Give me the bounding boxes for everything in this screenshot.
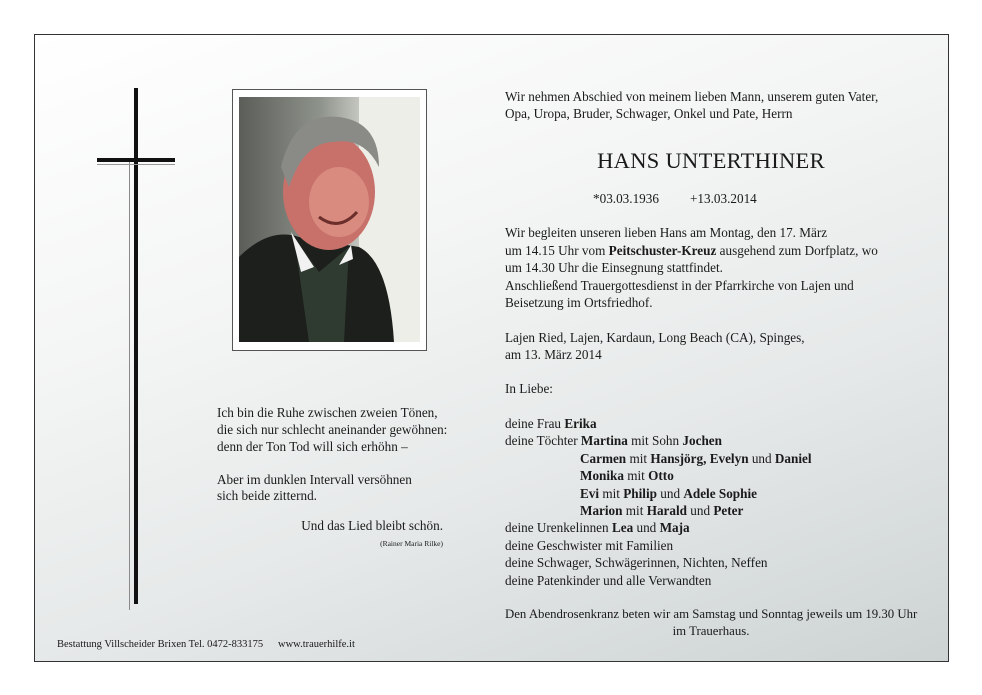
text-segment: mit [626,450,651,466]
text-segment: mit [599,485,624,501]
ceremony-line [505,224,827,241]
name-highlight: Adele Sophie [683,485,757,501]
obituary-card [34,34,949,662]
name-highlight: Daniel [774,450,812,466]
name-highlight: Monika [580,468,624,484]
text-segment: und [748,450,775,466]
text-segment: um 14.15 Uhr vom [505,242,609,258]
cross-icon [134,88,138,604]
rosary-line: Den Abendrosenkranz beten wir am Samstag und Sonntag jeweils um 19.30 Uhr [505,607,918,621]
name-highlight: Evi [580,485,600,501]
birth-date: *03.03.1936 [593,191,659,206]
name-highlight: Hansjörg, Evelyn [650,450,749,466]
ceremony-line [505,294,653,311]
text-segment: und [633,520,660,536]
name-highlight: Harald [646,503,687,518]
name-highlight: Jochen [682,433,722,449]
cross-shadow [129,160,130,610]
deceased-name: HANS UNTERTHINER [597,148,825,173]
name-highlight: Philip [623,485,657,501]
poem-line: denn der Ton Tod will sich erhöhn – [217,439,408,454]
text-segment: deine Schwager, Schwägerinnen, Nichten, Neffen [505,555,768,571]
name-highlight: Carmen [580,450,627,466]
family-member-line [505,432,722,449]
family-member-line [580,467,674,484]
poem-closing: Und das Lied bleibt schön. [301,518,443,533]
text-segment: und [686,503,714,518]
ceremony-line [505,277,854,294]
portrait-frame [232,89,427,351]
family-member-line [505,415,597,432]
place-line: Lajen Ried, Lajen, Kardaun, Long Beach (CA), Spinges, [505,330,805,345]
name-highlight: Martina [580,433,628,449]
funeral-home-info: Bestattung Villscheider Brixen Tel. 0472-833175 [57,639,264,650]
poem-author: (Rainer Maria Rilke) [380,539,443,548]
family-member-line [580,450,812,467]
text-segment: Beisetzung im Ortsfriedhof. [505,295,653,310]
text-segment: ausgehend zum Dorfplatz, wo [716,242,878,258]
death-date: +13.03.2014 [690,191,757,206]
cross-bar [97,158,175,162]
text-segment: deine Geschwister mit Familien [505,537,674,553]
text-segment: deine Frau [505,416,565,431]
family-member-line [505,537,673,554]
text-segment: Anschließend Trauergottesdienst in der Pfarrkirche von Lajen und [505,277,854,293]
text-segment: mit Sohn [627,433,683,449]
text-segment: mit [623,468,649,484]
text-segment: deine Urenkelinnen [505,520,612,536]
text-segment: und [656,485,684,501]
name-highlight: Peter [713,503,744,518]
portrait-photo [239,97,420,342]
text-segment: um 14.30 Uhr die Einsegnung stattfindet. [505,260,723,275]
poem-line: die sich nur schlecht aneinander gewöhnen: [217,422,448,437]
family-member-line [580,502,743,519]
website-link[interactable]: www.trauerhilfe.it [278,639,355,650]
name-highlight: Lea [611,520,634,536]
family-member-line [580,485,757,502]
family-member-line [505,519,690,536]
ceremony-line [505,242,878,259]
rosary-line: im Trauerhaus. [672,624,750,638]
place-line: am 13. März 2014 [505,347,602,362]
name-highlight: Marion [580,503,623,518]
poem-line: sich beide zitternd. [217,488,317,503]
cross-bar-shadow [97,164,175,165]
poem-line: Ich bin die Ruhe zwischen zweien Tönen, [217,405,438,420]
ceremony-line [505,259,723,276]
name-highlight: Peitschuster-Kreuz [608,242,717,258]
name-highlight: Maja [659,520,690,536]
name-highlight: Erika [564,416,597,431]
family-member-line [505,554,768,571]
intro-line: Wir nehmen Abschied von meinem lieben Mann, unserem guten Vater, [505,89,879,104]
text-segment: Wir begleiten unseren lieben Hans am Montag, den 17. März [505,225,828,240]
text-segment: deine Patenkinder und alle Verwandten [505,572,712,588]
text-segment: mit [622,503,647,518]
text-segment: deine Töchter [505,433,581,449]
poem-line: Aber im dunklen Intervall versöhnen [217,472,412,487]
in-liebe-heading: In Liebe: [505,381,553,396]
intro-line: Opa, Uropa, Bruder, Schwager, Onkel und Pate, Herrn [505,106,793,121]
name-highlight: Otto [648,468,674,484]
family-member-line [505,572,711,589]
